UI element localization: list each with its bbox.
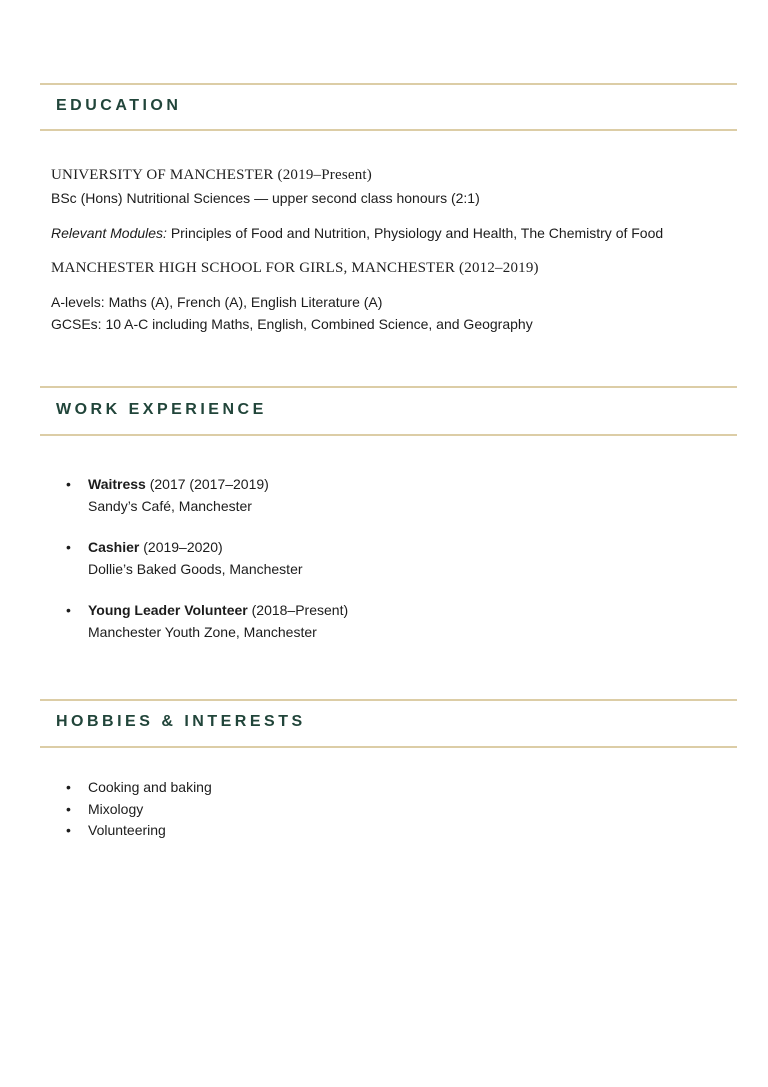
- bullet-icon: •: [66, 539, 71, 555]
- work-rule-bottom: [40, 434, 737, 436]
- relevant-modules-text: Principles of Food and Nutrition, Physiology and Health, The Chemistry of Food: [166, 225, 664, 241]
- bullet-icon: •: [66, 476, 71, 492]
- job-role: Waitress: [88, 476, 146, 492]
- a-levels-line: A-levels: Maths (A), French (A), English Literature (A): [51, 294, 383, 310]
- job-title-line: [66, 474, 348, 494]
- job-role: Cashier: [88, 539, 140, 555]
- job-dates: (2017 (2017–2019): [145, 476, 269, 492]
- hobby-item: [66, 799, 212, 821]
- job-dates: (2019–2020): [139, 539, 223, 555]
- job-dates: (2018–Present): [247, 602, 349, 618]
- bullet-icon: •: [66, 822, 71, 838]
- bullet-icon: •: [66, 800, 71, 817]
- university-heading: UNIVERSITY OF MANCHESTER (2019–Present): [51, 167, 372, 183]
- job-organization: Manchester Youth Zone, Manchester: [88, 624, 317, 640]
- job-item: [66, 600, 348, 642]
- hobbies-rule-bottom: [40, 746, 737, 748]
- work-rule-top: [40, 386, 737, 388]
- hobby-label: Volunteering: [88, 822, 166, 838]
- hobbies-rule-top: [40, 699, 737, 701]
- work-section-title: WORK EXPERIENCE: [56, 401, 267, 418]
- hobbies-list: [66, 777, 212, 842]
- hobby-item: [66, 820, 212, 842]
- education-rule-bottom: [40, 129, 737, 131]
- job-title-line: [66, 600, 348, 620]
- school-heading: MANCHESTER HIGH SCHOOL FOR GIRLS, MANCHESTER (2012–2019): [51, 260, 539, 276]
- job-organization: Dollie’s Baked Goods, Manchester: [88, 561, 303, 577]
- bullet-icon: •: [66, 779, 71, 795]
- hobbies-section-title: HOBBIES & INTERESTS: [56, 713, 306, 730]
- education-section-title: EDUCATION: [56, 97, 182, 114]
- hobby-label: Cooking and baking: [88, 779, 212, 795]
- gcses-line: GCSEs: 10 A-C including Maths, English, Combined Science, and Geography: [51, 316, 533, 332]
- bullet-icon: •: [66, 602, 71, 618]
- job-item: [66, 537, 348, 579]
- education-rule-top: [40, 83, 737, 85]
- hobby-label: Mixology: [88, 800, 144, 817]
- relevant-modules-line: [51, 223, 663, 243]
- hobby-item: [66, 777, 212, 799]
- job-role: Young Leader Volunteer: [88, 602, 248, 618]
- job-item: [66, 474, 348, 516]
- jobs-list: [66, 474, 348, 663]
- job-title-line: [66, 537, 348, 557]
- relevant-modules-label: Relevant Modules:: [51, 225, 167, 241]
- degree-line: BSc (Hons) Nutritional Sciences — upper second class honours (2:1): [51, 190, 480, 206]
- job-organization: Sandy’s Café, Manchester: [88, 498, 252, 514]
